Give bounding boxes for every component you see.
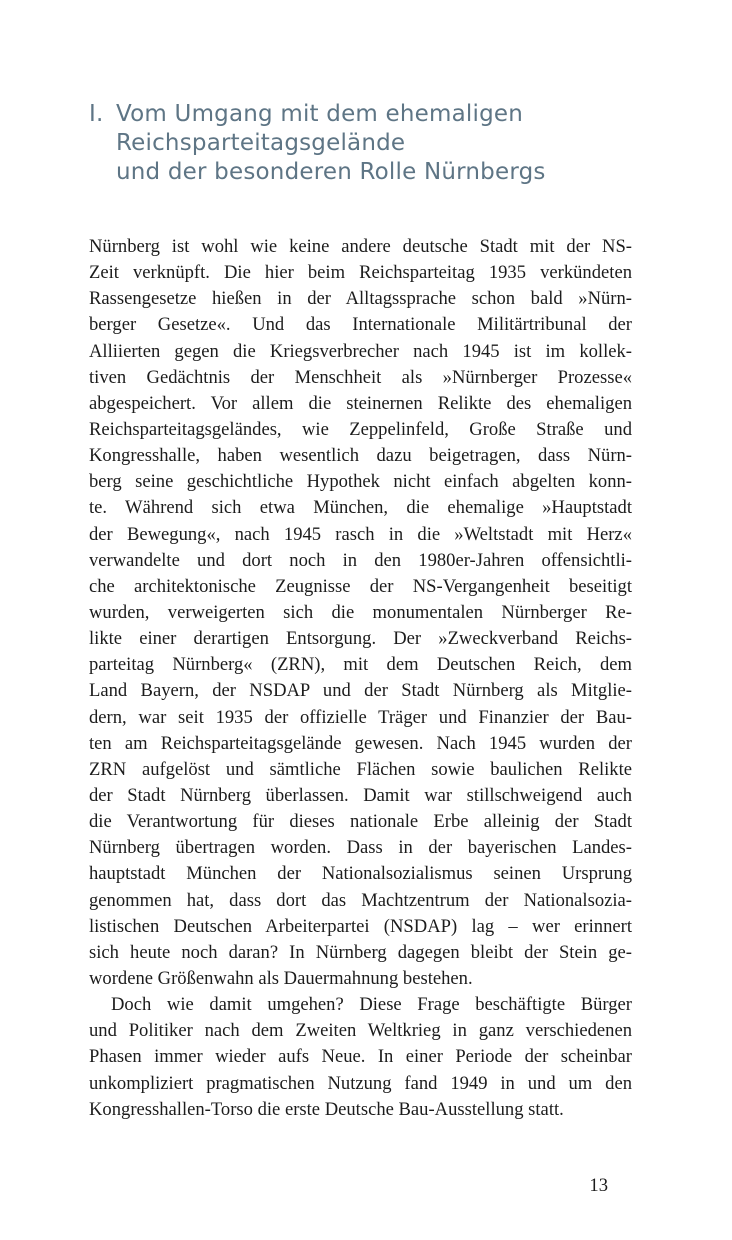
text-line: Zeit verknüpft. Die hier beim Reichsparteitag 1935 verkündeten xyxy=(89,262,632,284)
text-line: wordene Größenwahn als Dauermahnung bestehen. xyxy=(89,967,473,989)
text-line: Land Bayern, der NSDAP und der Stadt Nürnberg als Mitglie- xyxy=(89,680,632,702)
text-line: der Stadt Nürnberg überlassen. Damit war stillschweigend auch xyxy=(89,784,632,806)
text-line: Rassengesetze hießen in der Alltagssprache schon bald »Nürn- xyxy=(89,288,632,310)
text-line: hauptstadt München der Nationalsozialismus seinen Ursprung xyxy=(89,863,632,885)
chapter-number: I. xyxy=(89,101,104,127)
text-line: Alliierten gegen die Kriegsverbrecher nach 1945 ist im kollek- xyxy=(89,340,632,362)
text-line: wurden, verweigerten sich die monumentalen Nürnberger Re- xyxy=(89,601,632,623)
paragraph xyxy=(89,234,632,992)
text-line: abgespeichert. Vor allem die steinernen Relikte des ehemaligen xyxy=(89,392,632,414)
text-line: die Verantwortung für dieses nationale Erbe alleinig der Stadt xyxy=(89,811,632,833)
text-line: Kongresshalle, haben wesentlich dazu beigetragen, dass Nürn- xyxy=(89,445,632,467)
chapter-title-line: Vom Umgang mit dem ehemaligen xyxy=(116,101,524,127)
text-line: Nürnberg ist wohl wie keine andere deutsche Stadt mit der NS- xyxy=(89,236,632,257)
text-line: sich heute noch daran? In Nürnberg dagegen bleibt der Stein ge- xyxy=(89,941,632,963)
text-line: tiven Gedächtnis der Menschheit als »Nürnberger Prozesse« xyxy=(89,366,632,388)
text-line: verwandelte und dort noch in den 1980er-Jahren offensichtli- xyxy=(89,549,632,571)
text-line: dern, war seit 1935 der offizielle Träger und Finanzier der Bau- xyxy=(89,706,632,728)
text-line: Nürnberg übertragen worden. Dass in der bayerischen Landes- xyxy=(89,837,632,859)
text-line: likte einer derartigen Entsorgung. Der »Zweckverband Reichs- xyxy=(89,628,632,650)
text-line: che architektonische Zeugnisse der NS-Vergangenheit beseitigt xyxy=(89,575,632,597)
chapter-heading xyxy=(89,100,649,187)
text-line: te. Während sich etwa München, die ehemalige »Hauptstadt xyxy=(89,497,632,519)
paragraph xyxy=(89,992,632,1123)
text-line: und Politiker nach dem Zweiten Weltkrieg in ganz verschiedenen xyxy=(89,1020,632,1042)
text-line: ten am Reichsparteitagsgelände gewesen. Nach 1945 wurden der xyxy=(89,732,632,754)
chapter-title-line: und der besonderen Rolle Nürnbergs xyxy=(116,159,546,185)
chapter-title xyxy=(116,100,649,187)
text-line: genommen hat, dass dort das Machtzentrum der Nationalsozia- xyxy=(89,889,632,911)
text-line: berg seine geschichtliche Hypothek nicht einfach abgelten konn- xyxy=(89,471,632,493)
page-number: 13 xyxy=(589,1175,608,1196)
text-line: Phasen immer wieder aufs Neue. In einer Periode der scheinbar xyxy=(89,1046,632,1068)
body-text xyxy=(89,234,632,1123)
text-line: Doch wie damit umgehen? Diese Frage beschäftigte Bürger xyxy=(111,994,632,1016)
text-line: listischen Deutschen Arbeiterpartei (NSDAP) lag – wer erinnert xyxy=(89,915,632,937)
text-line: Kongresshallen-Torso die erste Deutsche Bau-Ausstellung statt. xyxy=(89,1098,564,1120)
text-line: der Bewegung«, nach 1945 rasch in die »Weltstadt mit Herz« xyxy=(89,523,632,545)
text-line: ZRN aufgelöst und sämtliche Flächen sowie baulichen Relikte xyxy=(89,758,632,780)
text-line: parteitag Nürnberg« (ZRN), mit dem Deutschen Reich, dem xyxy=(89,654,632,676)
text-line: Reichsparteitagsgeländes, wie Zeppelinfeld, Große Straße und xyxy=(89,418,632,440)
text-line: unkompliziert pragmatischen Nutzung fand 1949 in und um den xyxy=(89,1072,632,1094)
text-line: berger Gesetze«. Und das Internationale Militärtribunal der xyxy=(89,314,632,336)
chapter-title-line: Reichsparteitagsgelände xyxy=(116,130,406,156)
